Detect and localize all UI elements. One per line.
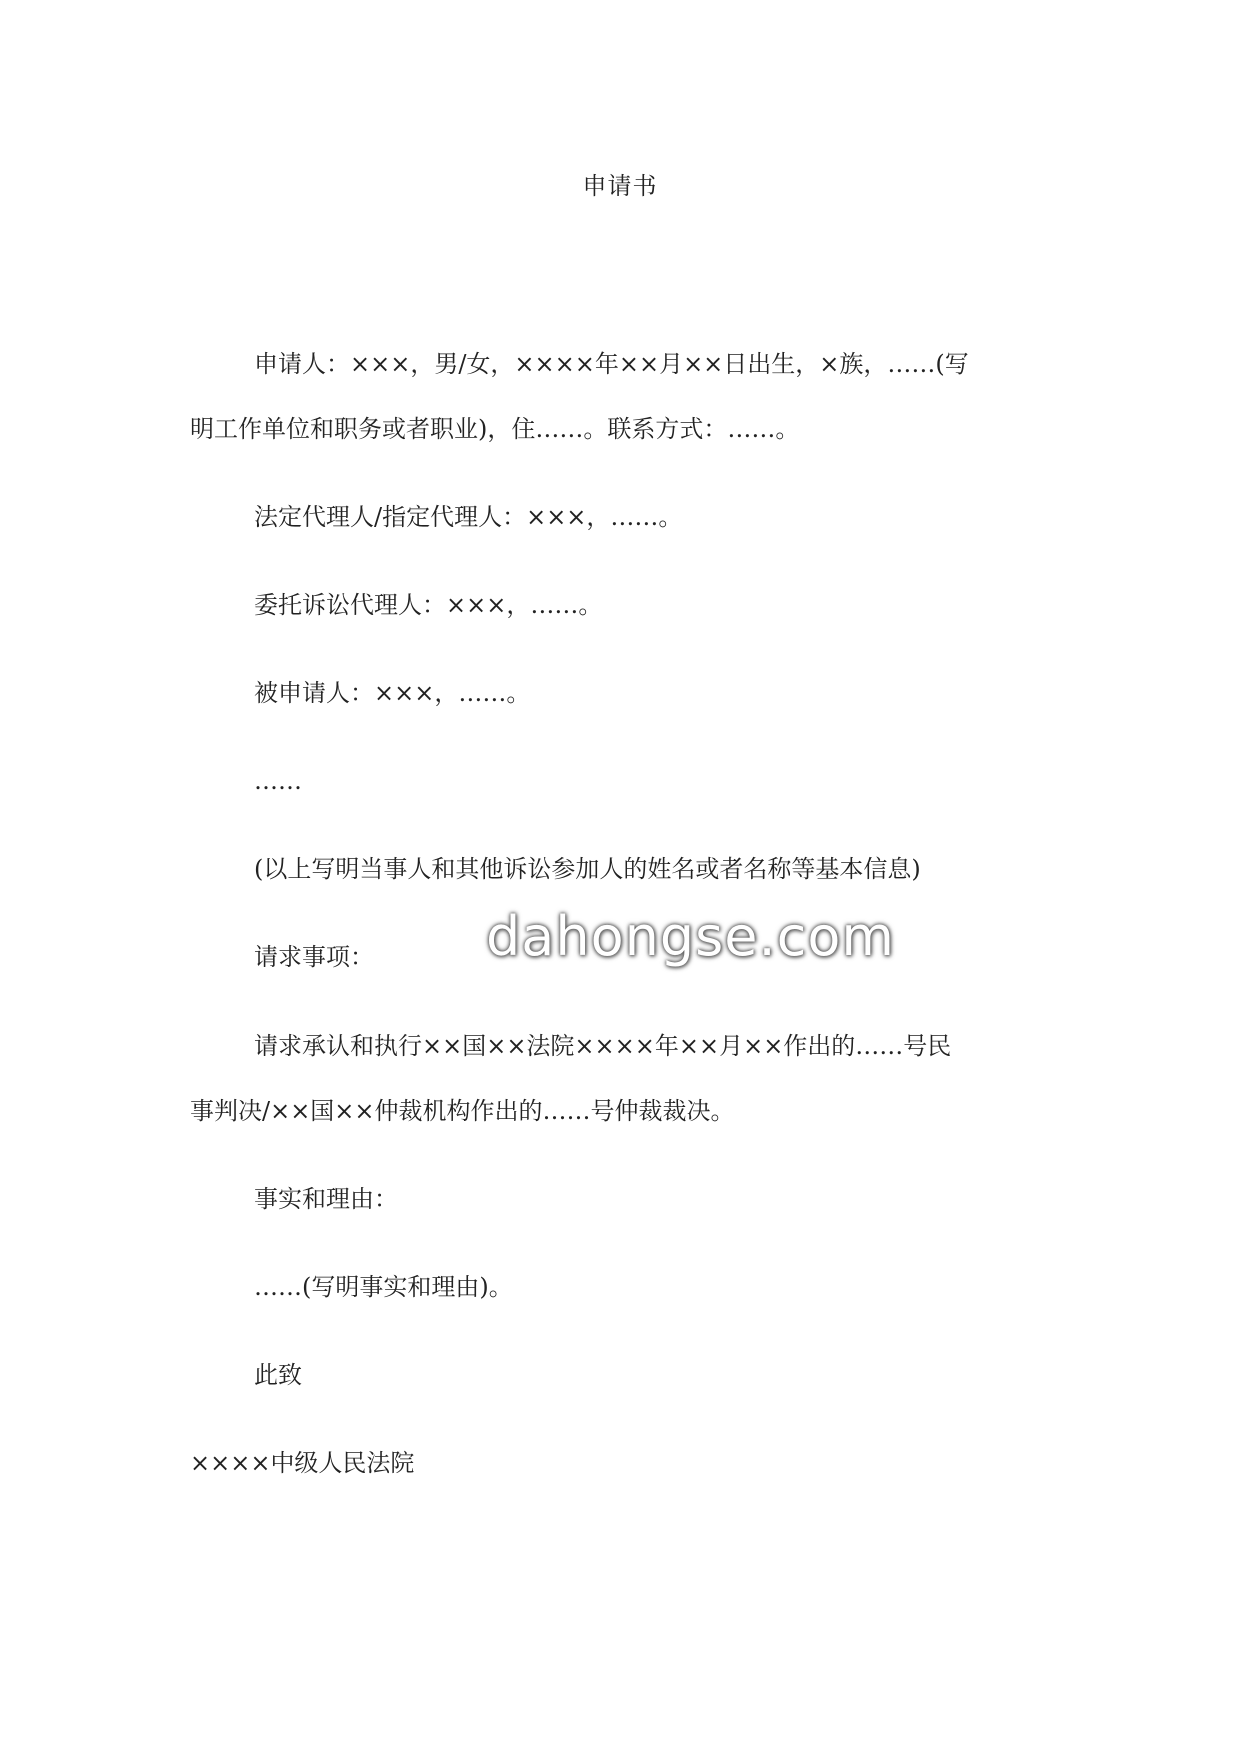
applicant-line-2: 明工作单位和职务或者职业)，住……。联系方式：……。 (190, 415, 800, 443)
parties-note: (以上写明当事人和其他诉讼参加人的姓名或者名称等基本信息) (254, 855, 921, 883)
claims-heading: 请求事项： (254, 943, 374, 971)
watermark: dahongse.com (486, 905, 895, 968)
legal-agent-line: 法定代理人/指定代理人：×××，……。 (254, 503, 683, 531)
document-title: 申请书 (582, 172, 658, 200)
claims-line-1: 请求承认和执行××国××法院××××年××月××作出的……号民 (254, 1032, 952, 1060)
entrusted-agent-line: 委托诉讼代理人：×××，……。 (254, 591, 603, 619)
salutation: 此致 (254, 1361, 302, 1389)
respondent-line: 被申请人：×××，……。 (254, 679, 531, 707)
claims-line-2: 事判决/××国××仲裁机构作出的……号仲裁裁决。 (190, 1097, 735, 1125)
court-name: ××××中级人民法院 (190, 1449, 415, 1477)
facts-heading: 事实和理由： (254, 1185, 398, 1213)
ellipsis-line: …… (254, 767, 302, 795)
facts-body: ……(写明事实和理由)。 (254, 1273, 513, 1301)
applicant-line-1: 申请人：×××，男/女，××××年××月××日出生，×族，……(写 (254, 350, 969, 378)
